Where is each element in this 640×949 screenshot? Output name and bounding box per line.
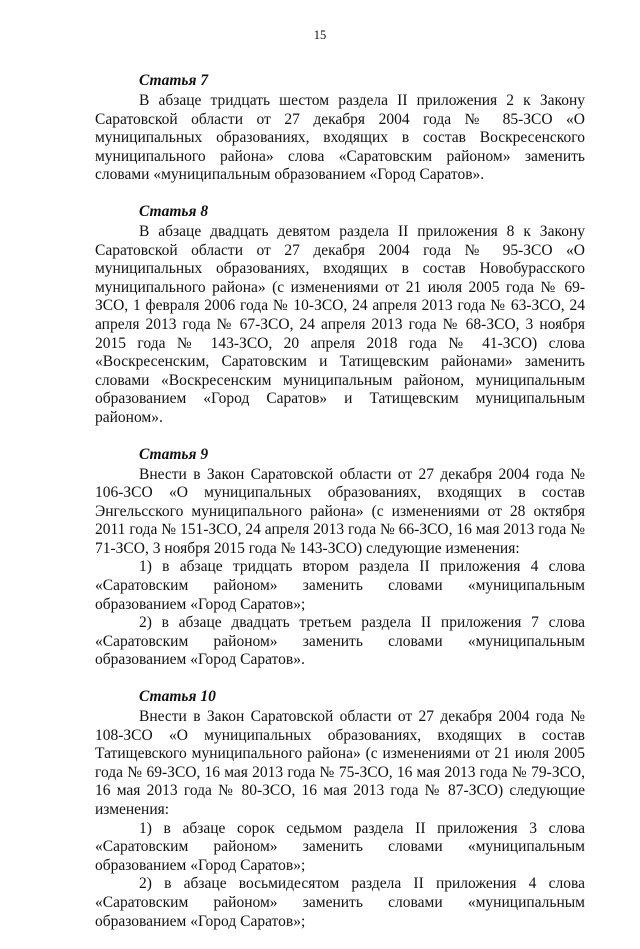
article-9 [95,446,585,671]
article-8 [95,203,585,428]
article-paragraph: 1) в абзаце сорок седьмом раздела II приложения 3 слова «Саратовским районом» заменить словами «муниципальным образованием «Город Саратов»; [95,819,585,874]
article-10 [95,688,585,931]
article-paragraph: 2) в абзаце восьмидесятом раздела II приложения 4 слова «Саратовским районом» заменить словами «муниципальным образованием «Город Саратов»; [95,875,585,930]
article-title: Статья 7 [139,72,209,89]
article-paragraph: Внести в Закон Саратовской области от 27 декабря 2004 года № 106-ЗСО «О муниципальных образованиях, входящих в состав Энгельсского муниципального района» (с изменениями от 28 октября 2011 года № 151-ЗСО, 24 апреля 2013 года № 66-ЗСО, 16 мая 2013 года № 71-ЗСО, 3 ноября 2015 года № 143-ЗСО) следующие изменения: [95,465,585,557]
article-paragraph: В абзаце двадцать девятом раздела II приложения 8 к Закону Саратовской области от 27 декабря 2004 года № 95-ЗСО «О муниципальных образованиях, входящих в состав Новобурасского муниципального района» (с изменениями от 21 июля 2005 года № 69-ЗСО, 1 февраля 2006 года № 10-ЗСО, 24 апреля 2013 года № 63-ЗСО, 24 апреля 2013 года № 67-ЗСО, 24 апреля 2013 года № 68-ЗСО, 3 ноября 2015 года № 143-ЗСО, 20 апреля 2018 года № 41-ЗСО) слова «Воскресенским, Саратовским и Татищевским районами» заменить словами «Воскресенским муниципальным районом, муниципальным образованием «Город Саратов» и Татищевским муниципальным районом». [95,222,585,426]
article-paragraph: 2) в абзаце двадцать третьем раздела II приложения 7 слова «Саратовским районом» заменить словами «муниципальным образованием «Город Саратов». [95,614,585,669]
article-title: Статья 10 [139,688,216,706]
article-7 [95,72,585,185]
article-title: Статья 9 [139,445,209,463]
page-number: 15 [313,28,327,42]
article-paragraph: Внести в Закон Саратовской области от 27 декабря 2004 года № 108-ЗСО «О муниципальных образованиях, входящих в состав Татищевского муниципального района» (с изменениями от 21 июля 2005 года № 69-ЗСО, 16 мая 2013 года № 75-ЗСО, 16 мая 2013 года № 79-ЗСО, 16 мая 2013 года № 80-ЗСО, 16 мая 2013 года № 87-ЗСО) следующие изменения: [95,708,585,818]
article-paragraph: В абзаце тридцать шестом раздела II приложения 2 к Закону Саратовской области от 27 декабря 2004 года № 85-ЗСО «О муниципальных образованиях, входящих в состав Воскресенского муниципального района» слова «Саратовским районом» заменить словами «муниципальным образованием «Город Саратов». [95,92,585,184]
article-title: Статья 8 [139,202,209,220]
article-paragraph: 1) в абзаце тридцать втором раздела II приложения 4 слова «Саратовским районом» заменить словами «муниципальным образованием «Город Саратов»; [95,558,585,613]
document-body [95,72,585,949]
